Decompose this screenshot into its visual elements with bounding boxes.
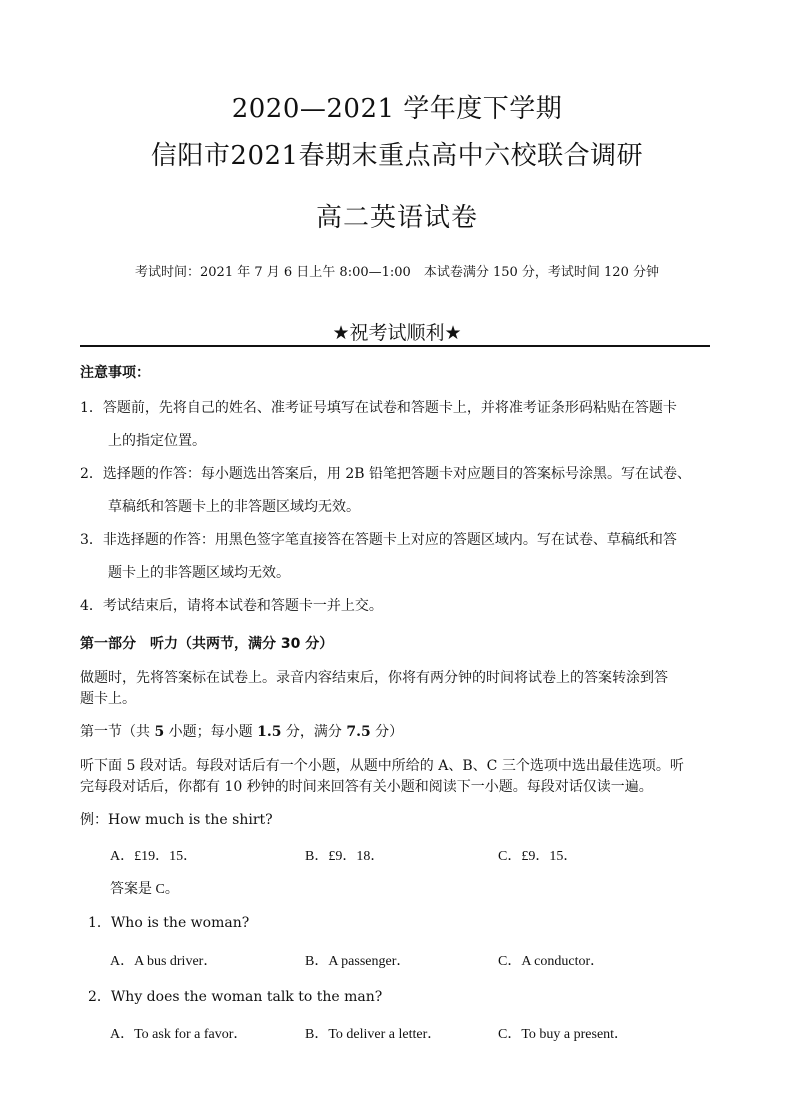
section1-mid1: 小题；每小题 — [164, 724, 258, 740]
note-item-1-line1: 1．答题前，先将自己的姓名、准考证号填写在试卷和答题卡上，并将准考证条形码粘贴在答题卡 — [80, 400, 677, 416]
section1-suffix: 分） — [370, 724, 404, 740]
exam-info: 考试时间：2021 年 7 月 6 日上午 8:00—1:00 本试卷满分 150 分，考试时间 120 分钟 — [135, 265, 659, 280]
example-option-a: A．£19．15． — [110, 849, 198, 864]
part1-instruction-line1: 做题时，先将答案标在试卷上。录音内容结束后，你将有两分钟的时间将试卷上的答案转涂到答 — [80, 670, 668, 686]
question-1: 1．Who is the woman? — [88, 915, 250, 931]
part1-heading: 第一部分 听力（共两节，满分 30 分） — [80, 636, 334, 652]
note-item-1-line2: 上的指定位置。 — [108, 433, 206, 449]
question-1-option-b: B．A passenger． — [305, 954, 411, 969]
title-exam-name: 信阳市2021春期末重点高中六校联合调研 — [150, 141, 644, 171]
question-2-option-c: C．To buy a present． — [498, 1027, 629, 1042]
note-item-2-line1: 2．选择题的作答：每小题选出答案后，用 2B 铅笔把答题卡对应题目的答案标号涂黑。写在试卷、 — [80, 466, 692, 482]
blessing-banner: ★祝考试顺利★ — [332, 322, 462, 344]
note-item-4-line1: 4．考试结束后，请将本试卷和答题卡一并上交。 — [80, 598, 383, 614]
note-item-3-line2: 题卡上的非答题区域均无效。 — [108, 565, 290, 581]
section1-count: 5 — [154, 724, 165, 740]
note-item-2-line2: 草稿纸和答题卡上的非答题区域均无效。 — [108, 499, 360, 515]
notes-title: 注意事项： — [80, 365, 150, 381]
section1-total: 7.5 — [346, 724, 371, 740]
example-option-c: C．£9．15． — [498, 849, 578, 864]
question-1-option-c: C．A conductor． — [498, 954, 605, 969]
question-2-option-a: A．To ask for a favor． — [110, 1027, 248, 1042]
section1-prefix: 第一节（共 — [80, 724, 155, 740]
question-2-option-b: B．To deliver a letter． — [305, 1027, 442, 1042]
section1-points: 1.5 — [257, 724, 282, 740]
question-2: 2．Why does the woman talk to the man? — [88, 989, 383, 1005]
section1-instruction-line1: 听下面 5 段对话。每段对话后有一个小题，从题中所给的 A、B、C 三个选项中选出最佳选项。听 — [80, 758, 684, 774]
title-subject: 高二英语试卷 — [315, 203, 478, 233]
title-school-year: 2020—2021 学年度下学期 — [231, 94, 563, 124]
section1-heading — [80, 722, 712, 742]
example-option-b: B．£9．18． — [305, 849, 385, 864]
question-1-option-a: A．A bus driver． — [110, 954, 218, 969]
section1-instruction-line2: 完每段对话后，你都有 10 秒钟的时间来回答有关小题和阅读下一小题。每段对话仅读一遍。 — [80, 779, 653, 795]
example-answer: 答案是 C。 — [110, 882, 179, 897]
section1-mid2: 分，满分 — [281, 724, 347, 740]
note-item-3-line1: 3．非选择题的作答：用黑色签字笔直接答在答题卡上对应的答题区域内。写在试卷、草稿纸和答 — [80, 532, 677, 548]
header-divider — [80, 345, 710, 347]
part1-instruction-line2: 题卡上。 — [80, 691, 136, 707]
example-question: 例：How much is the shirt? — [80, 812, 273, 828]
